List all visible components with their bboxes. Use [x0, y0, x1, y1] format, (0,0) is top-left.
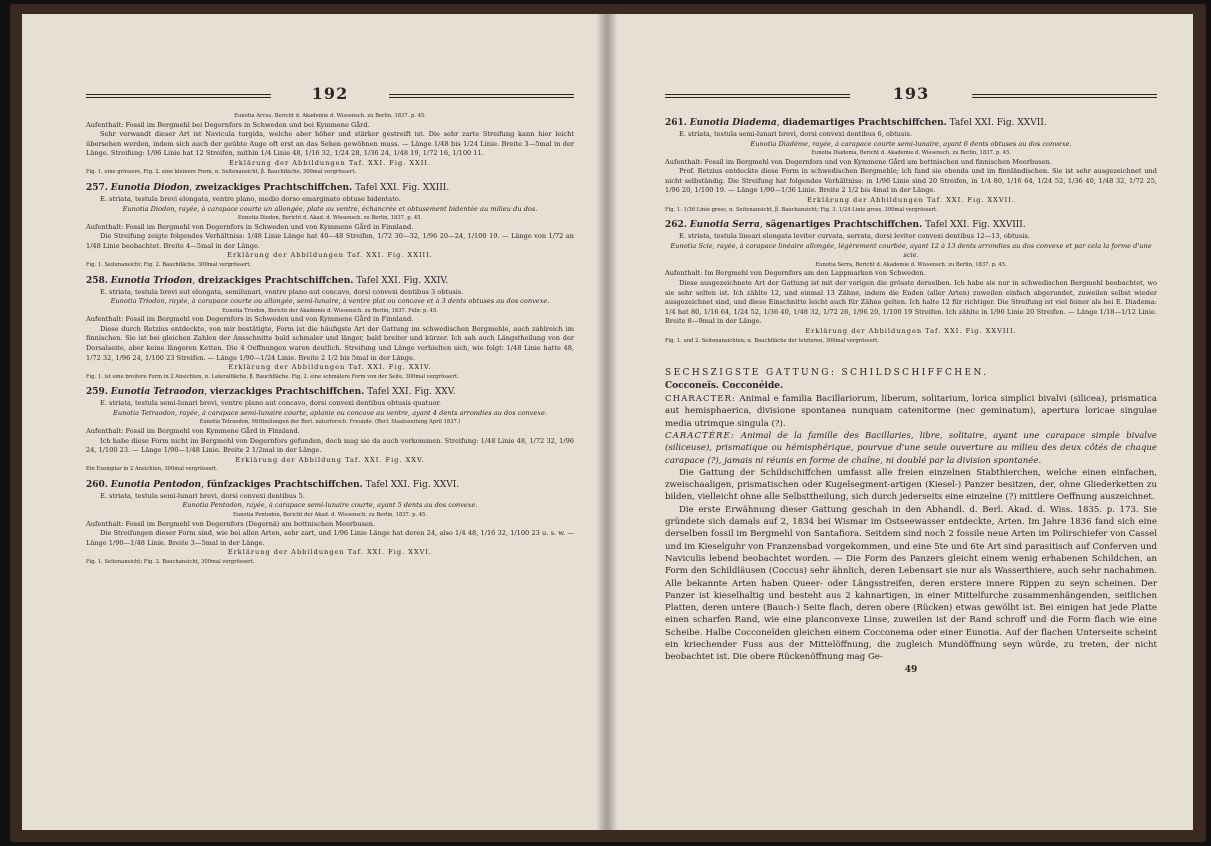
left-text-line: Eunotia Triodon, rayée, à carapace courte ou allongée, semi-lunaire, à ventre plat ou concave et à 3 dents obtuses au dos convexe. — [110, 297, 550, 306]
right-page-number: 193 — [892, 84, 930, 103]
left-text-line: E. striata, testula semi-lunari brevi, ventre plano aut concavo, dorsi convexi dentibus obtusis quatuor. — [100, 399, 441, 408]
right-text-line: SECHSZIGSTE GATTUNG: SCHILDSCHIFFCHEN. — [665, 368, 989, 379]
right-text-line: Aufenthalt: Fossil im Bergmehl von Degernfors und von Kymmene Gård am bottnischen und finnischen Meerbusen. — [665, 157, 1053, 166]
left-text-line: 258. Eunotia Triodon, dreizackiges Prachtschiffchen. Tafel XXI. Fig. XXIV. — [86, 275, 449, 286]
right-text-line: Prof. Retzius entdeckte diese Form in schwedischen Bergmehle; ich fand sie ebenda und im finnländischen. Sie ist sehr ausgezeichnet und nicht selbständig. Die Streifung hat folgendes Verhältniss: in 1/96 Linie sind 20 Streifen, in 1/4 80, 1/16 64, 1/24 52, 1/36 40, 1/48 32, 1/72 25, 1/96 20, 1/100 19. — Länge 1/90—1/36 Linie. Breite 2 1/2 bis 4mal in der Länge. — [665, 167, 1157, 195]
right-text-line: 262. Eunotia Serra, sägenartiges Prachtschiffchen. Tafel XXI. Fig. XXVIII. — [665, 220, 1026, 231]
left-text-line: Fig. 1. ist eine breitere Form in 2 Ansichten, α. Lateralfläche, β. Bauchfläche. Fig. 2. eine schmälere Form von der Seite, 300mal vergrössert. — [86, 373, 459, 380]
left-text-line: Erklärung der Abbildungen Taf. XXI. Fig. XXVI. — [227, 548, 433, 557]
right-text-line: Erklärung der Abbildungen Taf. XXI. Fig. XXVII. — [807, 196, 1015, 205]
left-text-line: 259. Eunotia Tetraodon, vierzackiges Prachtschiffchen. Tafel XXI. Fig. XXV. — [86, 387, 456, 398]
left-text-line: Eunotia Diodon, rayée, à carapace courte un allongée, plate au ventre, échancrée et obtusement bidentée au milieu du dos. — [122, 204, 538, 213]
left-text-line: Erklärung der Abbildungen Taf. XXI. Fig. XXIII. — [227, 251, 433, 260]
left-text-line: Fig. 1. Seitenansicht; Fig. 2. Bauchfläche, 300mal vergrössert. — [86, 262, 252, 269]
right-text-line: Die Gattung der Schildschiffchen umfasst alle freien einzelnen Stabthierchen, welche einen einfachen, zweischaaligen, prismatischen oder Kugelsegment-artigen (Kiesel-) Panzer besitzen, der, ohne Gliederketten zu bilden, vielleicht ohne alle Selbsttheilung, sich durch jederseits eine einzelne (?) mittlere Oeffnung auszeichnet. — [665, 467, 1157, 503]
left-text-line: Erklärung der Abbildung Taf. XXI. Fig. XXV. — [235, 455, 425, 464]
right-text-line: E. striata, testula semi-lunari brevi, dorsi convexi dentibus 6, obtusis. — [679, 130, 912, 138]
left-page-number: 192 — [311, 84, 349, 103]
right-page — [607, 14, 1193, 830]
right-text-line: Cocconeïs. Cocconéide. — [665, 381, 784, 392]
left-text-line: Eunotia Triodon, Bericht der Akademie d. Wissensch. zu Berlin, 1837. Febr. p. 45. — [222, 307, 438, 314]
left-text-line: Ich habe diese Form nicht im Bergmehl von Degernfors gefunden, doch mag sie da auch vorkommen. Streifung: 1/48 Linie 48, 1/72 32, 1/96 24, 1/100 23. — Länge 1/90—1/48 Linie. Breite 2 1/2mal in der Länge. — [86, 436, 574, 455]
right-text-line: Fig. 1. und 2. Seitenansichten; α. Bauchfläche der letzteren, 300mal vergrössert. — [665, 337, 879, 344]
left-text-line: Aufenthalt: Fossil im Bergmehl bei Degernfors in Schweden und bei Kymmene Gård. — [86, 120, 370, 129]
left-text-line: Die Streifung zeigte folgendes Verhältniss: 1/48 Linie Länge hat 40—48 Streifen, 1/72 30—32, 1/96 20—24, 1/100 19. — Länge von 1/72 an 1/48 Linie beobachtet. Breite 4—5mal in der Länge. — [86, 232, 574, 250]
left-text-line: E. striata, testula brevi elongata, ventre plano, medio dorso emarginato obtuse bidentato. — [100, 194, 401, 203]
left-text-line: Erklärung der Abbildungen Taf. XXI. Fig. XXIV. — [228, 363, 432, 372]
left-text-line: Eunotia Arcus, Bericht d. Akademie d. Wissensch. zu Berlin, 1837. p. 45. — [234, 113, 426, 119]
right-text-line: CHARACTER: Animal e familia Bacillariorum, liberum, solitarium, lorica simplici bivalvi (silicea), prismatica aut hemisphaerica, divisione spontanea nunquam catenitorme (nec geminatum), apertura loricae singulae media utrimque singula (?). — [665, 394, 1157, 429]
right-text-line: 261. Eunotia Diadema, diademartiges Prachtschiffchen. Tafel XXI. Fig. XXVII. — [665, 118, 1047, 128]
left-text-line: Diese durch Retzius entdeckte, von mir bestätigte, Form ist die häufigste Art der Gattung im schwedischen Bergmehle, auch zahlreich im finnischen. Sie ist bei gleichen Zahlen der Ansschnitte bald schmaler und länger, bald breiter und kürzer. Ich sah auch Längstheilung von der Dorsalseite, aber keine längeren Ketten. Die 4 Oeffnungen waren deutlich. Streifung und Länge verhielten sich, wie folgt: 1/48 Linie hatte 48, 1/72 32, 1/96 24, 1/100 23 Streifen. — Länge 1/90—1/24 Linie. Breite 2 1/2 bis 5mal in der Länge. — [86, 324, 574, 362]
right-text-line: E. striata, testula lineari elongata leviter curvata, serrata, dorsi leviter convexi dentibus 12—13, obtusis. — [679, 232, 1030, 241]
right-text-line: Die erste Erwähnung dieser Gattung geschah in den Abhandl. d. Berl. Akad. d. Wiss. 1835. p. 173. Sie gründete sich damals auf 2, 1834 bei Wismar im Ostseewasser entdeckte, Arten. Im Jahre 1836 fand sich eine derselben fossil im Bergmehl von Santafiora. Seitdem sind noch 2 fossile neue Arten im Polirschiefer von Cassel und im Kieselguhr von Franzensbad vorgekommen, und eine 5te und 6te Art sind parasitisch auf Conferven und Naviculis lebend beobachtet worden. — Die Form des Panzers gleicht einem wenig erhabenen Schildchen, an Form den Schildläusen (Coccus) sehr ähnlich, deren Lebensart sie nur als Wasserthiere, auch sehr nachahmen. Alle bekannte Arten haben Queer- oder Längsstreifen, deren erstere innere Rippen zu seyn scheinen. Der Panzer ist kieselhaltig und besteht aus 2 kahnartigen, in einer Mittelfurche zusammenhängenden, seitlichen Platten, deren untere (Bauch-) Seite flach, deren obere (Rücken) etwas gewölbt ist. Bei einigen hat jede Platte einen scharfen Rand, wie eine planconvexe Linse, zuweilen ist der Rand schroff und die Form flach wie eine Scheibe. Halbe Cocconeïden gleichen einem Cocconema oder einer Eunotia. Auf der flachen Unterseite scheint ein kriechender Fuss aus der Mittelöffnung, die zugleich Mundöffnung seyn würde, zu treten, der nicht beobachtet ist. Die obere Rückenöffnung mag Ge- — [665, 504, 1157, 663]
left-text-line: 257. Eunotia Diodon, zweizackiges Prachtschiffchen. Tafel XXI. Fig. XXIII. — [86, 182, 450, 193]
left-text-line: Aufenthalt: Fossil im Bergmehl von Degernfors in Schweden und von Kymmene Gård in Finnland. — [86, 222, 414, 231]
left-page-header — [86, 84, 574, 104]
right-page-header — [665, 84, 1157, 104]
right-text-line: Eunotia Diadema, Bericht d. Akademie d. Wissensch. zu Berlin, 1837. p. 45. — [811, 150, 1011, 157]
left-text-line: Eunotia Tetraodon, Mittheilungen der Berl. naturforsch. Freunde. (Berl. Staatszeitung April 1837.) — [199, 419, 461, 426]
left-text-line: Aufenthalt: Fossil im Bergmehl von Degernfors in Schweden und von Kymmene Gård in Finnland. — [86, 315, 414, 324]
left-text-line: Eunotia Diodon, Bericht d. Akad. d. Wissensch. zu Berlin, 1837. p. 45. — [237, 215, 423, 222]
left-text-line: Fig. 1. eine grössere, Fig. 2. eine kleinere Form, α. Seitenansicht, β. Bauchfläche, 300mal vergrössert. — [86, 169, 357, 176]
left-text-line: Die Streifungen dieser Form sind, wie bei allen Arten, sehr zart, und 1/96 Linie Länge hat deren 24, also 1/4 48, 1/16 32, 1/100 23 u. s. w. — Länge 1/90—1/48 Linie. Breite 3—5mal in der Länge. — [86, 529, 574, 547]
right-text-body — [665, 112, 1157, 675]
signature-mark: 49 — [904, 664, 918, 675]
left-text-line: Fig. 1. Seitenansicht; Fig. 2. Bauchansicht, 300mal vergrössert. — [86, 558, 255, 565]
left-page — [22, 14, 607, 830]
right-text-line: Aufenthalt: Im Bergmehl von Degernfors am den Lappmarken von Schweden. — [665, 269, 926, 278]
left-text-line: Ein Exemplar in 2 Ansichten, 300mal vergrössert. — [86, 466, 218, 473]
right-text-line: Eunotia Scie, rayée, à carapace linéaire allongée, légèrement courbée, ayant 12 à 13 dents arrondies au dos convexe et par cela la forme d'une scie. — [670, 241, 1152, 260]
left-text-line: E. striata, testula semi-lunari brevi, dorsi convexi dentibus 5. — [100, 491, 305, 500]
left-text-line: Eunotia Tetraodon, rayée, à carapace semi-lunaire courte, aplanie ou concave au ventre, ayant 4 dents arrondies au dos convexe. — [113, 408, 547, 417]
right-text-line: Erklärung der Abbildungen Taf. XXI. Fig. XXVIII. — [805, 327, 1017, 335]
left-text-line: Eunotia Pentodon, rayée, à carapace semi-lunaire courte, ayant 5 dents au dos convexe. — [182, 501, 478, 510]
left-text-line: E. striata, testula brevi aut elongata, semilunari, ventre plano aut concavo, dorsi convexi dentibus 3 obtusis. — [100, 287, 464, 296]
left-text-body — [86, 112, 574, 566]
right-text-line: Eunotia Serra, Bericht d. Akademie d. Wissensch. zu Berlin, 1837. p. 45. — [815, 261, 1007, 268]
left-text-line: Eunotia Pentodon, Bericht der Akad. d. Wissensch. zu Berlin, 1837. p. 45. — [232, 512, 428, 519]
left-text-line: Aufenthalt: Fossil im Bergmehl von Kymmene Gård in Finnland. — [86, 426, 300, 435]
right-text-line: Eunotia Diadème, rayée, à carapace courte semi-lunaire, ayant 6 dents obtuses au dos convexe. — [750, 139, 1072, 148]
left-text-line: Erklärung der Abbildungen Taf. XXI. Fig. XXII. — [228, 158, 432, 167]
header-rule-right — [972, 94, 1157, 98]
left-text-line: Sehr verwandt dieser Art ist Navicula turgida, welche aber höher und stärker gestreift ist. Die sehr zarte Streifung kann hier leicht übersehen werden, indem sich auch der geübte Auge oft erst an das Sehen gewöhnen muss. — Länge 1/48 bis 1/24 Linie. Breite 3—5mal in der Länge. Streifung: 1/96 Linie hat 12 Streifen, mithin 1/4 Linie 48, 1/16 32, 1/24 28, 1/36 24, 1/48 19, 1/72 16, 1/100 11. — [86, 130, 574, 158]
right-text-line: Diese ausgezeichnete Art der Gattung ist mit der vorigen die grösste derselben. Ich habe sie nur in schwedischen Bergmehl beobachtet, wo sie sehr selten ist. Ich zählte 12, und einmal 13 Zähne, indem die Enden (aller Arten) zuweilen einfach abgerundet, zuweilen selbst wieder ausgezeichnet sind, und diese Einschnitte leicht auch für Zähne gelten. Ich halte 12 für richtiger. Die Streifung ist viel feiner als bei E. Diadema: 1/4 hat 80, 1/16 64, 1/24 52, 1/36 40, 1/48 32, 1/72 26, 1/96 20, 1/100 19 Streifen. Ich zählte in 1/96 Linie 20 Streifen. — Länge 1/18—1/12 Linie. Breite 8—9mal in der Länge. — [665, 279, 1157, 326]
left-text-line: Aufenthalt: Fossil im Bergmehl von Degernfors (Degernä) am bottnischen Meerbusen. — [86, 519, 376, 528]
left-text-line: 260. Eunotia Pentodon, fünfzackiges Prachtschiffchen. Tafel XXI. Fig. XXVI. — [86, 479, 460, 490]
header-rule-right — [389, 94, 574, 98]
right-text-line: CARACTÈRE: Animal de la famille des Bacillaries, libre, solitaire, ayant une carapace simple bivalve (siliceuse), prismatique ou hémisphérique, pourvue d'une seule ouverture au milieu des deux côtés de chaque carapace (?), jamais ni réunis en forme de chaîne, ni doublé par la division spontanée. — [665, 430, 1157, 466]
right-text-line: Fig. 1. 1/36 Linie gross, α. Seitenansicht, β. Bauchansicht; Fig. 3. 1/24 Linie gross, 300mal vergrössert. — [665, 206, 938, 213]
